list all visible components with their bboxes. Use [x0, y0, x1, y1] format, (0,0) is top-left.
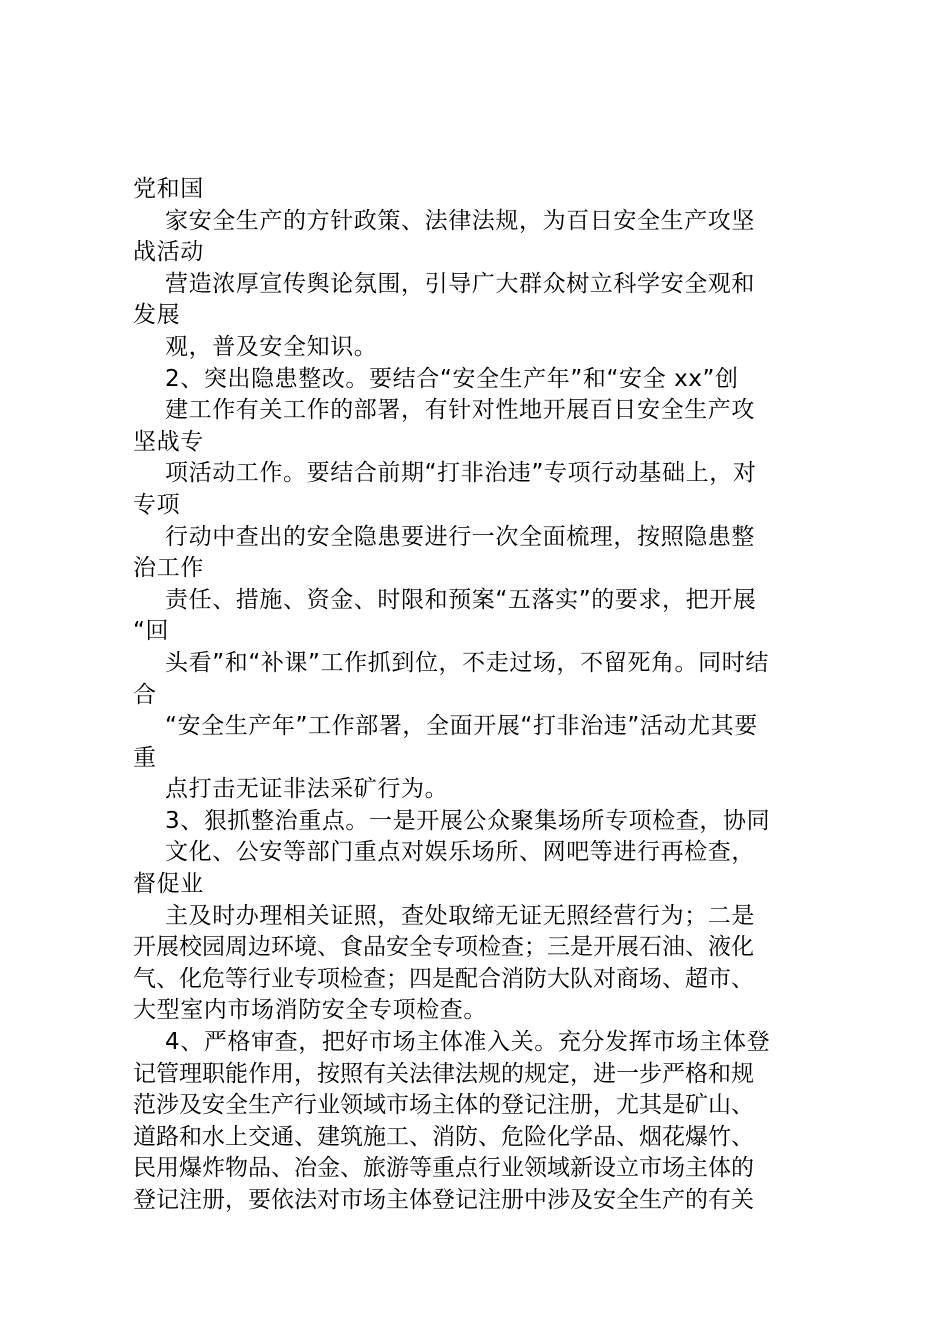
- text-line: 头看”和“补课”工作抓到位，不走过场，不留死角。同时结: [165, 649, 769, 676]
- text-line: 督促业: [133, 871, 204, 898]
- text-line: 战活动: [133, 239, 204, 266]
- text-line: 大型室内市场消防安全专项检查。: [133, 997, 487, 1024]
- text-line: 文化、公安等部门重点对娱乐场所、网吧等进行再检查，: [165, 839, 755, 866]
- text-line: 行动中查出的安全隐患要进行一次全面梳理，按照隐患整: [165, 523, 755, 550]
- text-line: 气、化危等行业专项检查；四是配合消防大队对商场、超市、: [133, 965, 754, 992]
- text-line: 范涉及安全生产行业领域市场主体的登记注册，尤其是矿山、: [133, 1092, 754, 1119]
- text-line: 家安全生产的方针政策、法律法规，为百日安全生产攻坚: [165, 207, 755, 234]
- text-line: 道路和水上交通、建筑施工、消防、危险化学品、烟花爆竹、: [133, 1123, 754, 1150]
- text-line: 重: [133, 744, 157, 771]
- text-line: 3、狠抓整治重点。一是开展公众聚集场所专项检查，协同: [165, 807, 771, 834]
- text-line: 2、突出隐患整改。要结合“安全生产年”和“安全 xx”创: [165, 365, 739, 392]
- text-line: 民用爆炸物品、冶金、旅游等重点行业领域新设立市场主体的: [133, 1155, 754, 1182]
- text-line: 党和国: [133, 176, 204, 202]
- text-line: 专项: [133, 491, 181, 518]
- body-text: [133, 174, 833, 1217]
- text-line: 主及时办理相关证照，查处取缔无证无照经营行为；二是: [165, 902, 755, 929]
- text-line: 合: [133, 681, 157, 708]
- text-line: “安全生产年”工作部署，全面开展“打非治违”活动尤其要: [165, 713, 758, 740]
- text-line: 开展校园周边环境、食品安全专项检查；三是开展石油、液化: [133, 934, 754, 961]
- text-line: 4、严格审查，把好市场主体准入关。充分发挥市场主体登: [165, 1029, 771, 1056]
- text-line: 发展: [133, 302, 181, 329]
- text-line: 观，普及安全知识。: [165, 333, 378, 360]
- text-line: “回: [133, 618, 170, 645]
- text-line: 营造浓厚宣传舆论氛围，引导广大群众树立科学安全观和: [165, 270, 755, 297]
- text-line: 治工作: [133, 555, 204, 582]
- text-line: 记管理职能作用，按照有关法律法规的规定，进一步严格和规: [133, 1060, 754, 1087]
- text-line: 建工作有关工作的部署，有针对性地开展百日安全生产攻: [165, 397, 755, 424]
- text-line: 责任、措施、资金、时限和预案“五落实”的要求，把开展: [165, 586, 757, 613]
- text-line: 项活动工作。要结合前期“打非治违”专项行动基础上，对: [165, 460, 757, 487]
- text-line: 坚战专: [133, 428, 204, 455]
- text-line: 点打击无证非法采矿行为。: [165, 776, 449, 803]
- text-line: 登记注册，要依法对市场主体登记注册中涉及安全生产的有关: [133, 1187, 754, 1213]
